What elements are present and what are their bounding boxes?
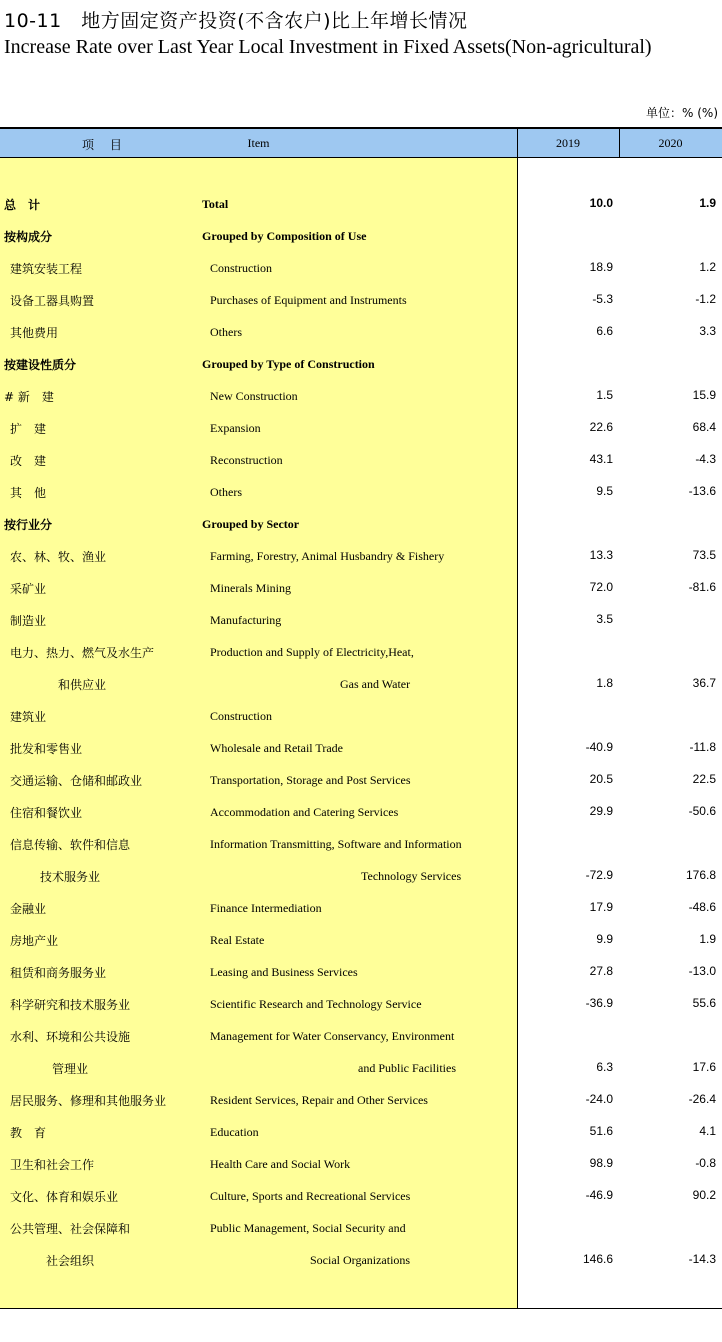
row-label-english: Grouped by Sector: [202, 517, 300, 531]
row-label-english: Manufacturing: [210, 613, 282, 627]
row-label-chinese: 交通运输、仓储和邮政业: [10, 774, 143, 788]
table-row: [0, 1022, 722, 1054]
table-row: [0, 382, 722, 414]
value-2020: -48.6: [688, 900, 716, 914]
row-label-english: Expansion: [210, 421, 261, 435]
value-2019: 22.6: [589, 420, 613, 434]
value-2020: 3.3: [699, 324, 716, 338]
row-label-chinese: 其 他: [10, 486, 47, 500]
table-row: [0, 990, 722, 1022]
value-2019: 18.9: [589, 260, 613, 274]
value-2020: -13.6: [688, 484, 716, 498]
row-label-english: Total: [202, 197, 229, 211]
value-2019: -40.9: [585, 740, 613, 754]
table-row: [0, 1118, 722, 1150]
row-label-chinese: 采矿业: [10, 582, 47, 596]
value-2020: -11.8: [689, 740, 716, 754]
table-row: [0, 1086, 722, 1118]
value-2019: 10.0: [589, 196, 613, 210]
table-row: [0, 190, 722, 222]
table-row: [0, 702, 722, 734]
row-label-chinese: 金融业: [10, 902, 47, 916]
value-2019: 51.6: [589, 1124, 613, 1138]
table-row: [0, 254, 722, 286]
row-label-english: Resident Services, Repair and Other Services: [210, 1093, 428, 1107]
row-label-chinese: 公共管理、社会保障和: [10, 1222, 131, 1236]
value-2019: 1.5: [596, 388, 613, 402]
value-2020: 4.1: [699, 1124, 716, 1138]
row-label-english: Management for Water Conservancy, Environment: [210, 1029, 455, 1043]
row-label-chinese: 建筑业: [10, 710, 47, 724]
row-label-chinese: 住宿和餐饮业: [10, 806, 83, 820]
row-label-chinese: 批发和零售业: [10, 742, 83, 756]
row-label-chinese: 改 建: [10, 454, 47, 468]
row-label-chinese: 其他费用: [10, 326, 59, 340]
row-label-english: and Public Facilities: [358, 1061, 456, 1075]
row-label-english: Minerals Mining: [210, 581, 291, 595]
value-2020: 55.6: [692, 996, 716, 1010]
row-label-chinese: 文化、体育和娱乐业: [10, 1190, 119, 1204]
table-row: [0, 670, 722, 702]
header-item-chinese: 项 目: [82, 138, 128, 152]
row-label-chinese: 水利、环境和公共设施: [10, 1030, 131, 1044]
table-row: [0, 222, 722, 254]
row-label-english: Others: [210, 485, 242, 499]
row-label-chinese: 居民服务、修理和其他服务业: [10, 1094, 167, 1108]
value-2019: 72.0: [589, 580, 613, 594]
row-label-chinese: 制造业: [10, 614, 47, 628]
value-2019: 6.6: [596, 324, 613, 338]
row-label-english: Finance Intermediation: [210, 901, 322, 915]
row-label-chinese: 总 计: [4, 198, 41, 212]
row-label-english: Wholesale and Retail Trade: [210, 741, 343, 755]
row-label-english: Accommodation and Catering Services: [210, 805, 399, 819]
row-label-english: Scientific Research and Technology Service: [210, 997, 422, 1011]
table-row: [0, 414, 722, 446]
value-2019: 6.3: [596, 1060, 613, 1074]
row-label-chinese: # 新 建: [4, 390, 54, 404]
row-label-chinese: 按构成分: [4, 230, 53, 244]
row-label-chinese: 按建设性质分: [4, 358, 77, 372]
value-2020: 15.9: [692, 388, 716, 402]
value-2019: 9.5: [596, 484, 613, 498]
header-year-2019: 2019: [556, 136, 580, 150]
table-row: [0, 606, 722, 638]
row-label-chinese: 信息传输、软件和信息: [10, 838, 131, 852]
table-header: [0, 129, 722, 158]
table-row: [0, 1054, 722, 1086]
value-2020: 36.7: [692, 676, 716, 690]
value-2019: 17.9: [589, 900, 613, 914]
column-divider-years: [619, 129, 620, 158]
row-label-english: Grouped by Type of Construction: [202, 357, 375, 371]
row-label-chinese: 租赁和商务服务业: [10, 966, 107, 980]
table-row: [0, 318, 722, 350]
row-label-chinese: 管理业: [52, 1062, 89, 1076]
value-2019: 9.9: [596, 932, 613, 946]
row-label-chinese: 技术服务业: [40, 870, 101, 884]
table-row: [0, 926, 722, 958]
value-2020: 1.9: [699, 196, 716, 210]
table-row: [0, 862, 722, 894]
value-2019: -72.9: [585, 868, 613, 882]
value-2020: 17.6: [692, 1060, 716, 1074]
table-row: [0, 894, 722, 926]
value-2020: -81.6: [688, 580, 716, 594]
table-row: [0, 478, 722, 510]
table-row: [0, 798, 722, 830]
row-label-english: Real Estate: [210, 933, 265, 947]
row-label-english: Reconstruction: [210, 453, 283, 467]
value-2020: 176.8: [685, 868, 716, 882]
value-2020: -0.8: [695, 1156, 716, 1170]
row-label-english: Production and Supply of Electricity,Heat,: [210, 645, 414, 659]
row-label-chinese: 农、林、牧、渔业: [10, 550, 107, 564]
row-label-chinese: 和供应业: [58, 678, 107, 692]
header-item-english: Item: [247, 136, 270, 150]
value-2019: -36.9: [585, 996, 613, 1010]
value-2020: 90.2: [692, 1188, 716, 1202]
table-row: [0, 958, 722, 990]
title-chinese: 10-11 地方固定资产投资(不含农户)比上年增长情况: [4, 10, 468, 32]
table-row: [0, 542, 722, 574]
value-2019: 13.3: [589, 548, 613, 562]
row-label-chinese: 科学研究和技术服务业: [10, 998, 131, 1012]
table-row: [0, 350, 722, 382]
table-row: [0, 574, 722, 606]
row-label-chinese: 教 育: [10, 1126, 47, 1140]
row-label-english: Public Management, Social Security and: [210, 1221, 406, 1235]
table-row: [0, 1246, 722, 1278]
row-label-english: Leasing and Business Services: [210, 965, 358, 979]
value-2020: -14.3: [688, 1252, 716, 1266]
table-row: [0, 830, 722, 862]
row-label-chinese: 建筑安装工程: [10, 262, 83, 276]
value-2020: -1.2: [695, 292, 716, 306]
row-label-english: New Construction: [210, 389, 298, 403]
value-2020: 73.5: [692, 548, 716, 562]
row-label-english: Purchases of Equipment and Instruments: [210, 293, 407, 307]
table-row: [0, 1150, 722, 1182]
row-label-english: Transportation, Storage and Post Services: [210, 773, 411, 787]
row-label-english: Health Care and Social Work: [210, 1157, 351, 1171]
value-2020: 68.4: [692, 420, 716, 434]
row-label-english: Grouped by Composition of Use: [202, 229, 367, 243]
value-2019: 1.8: [596, 676, 613, 690]
table-bottom-rule: [0, 1308, 722, 1309]
row-label-english: Information Transmitting, Software and Information: [210, 837, 462, 851]
value-2019: -24.0: [585, 1092, 613, 1106]
table-row: [0, 1182, 722, 1214]
value-2020: 1.9: [699, 932, 716, 946]
row-label-chinese: 设备工器具购置: [10, 294, 95, 308]
value-2019: 146.6: [582, 1252, 613, 1266]
value-2019: 29.9: [589, 804, 613, 818]
value-2019: 27.8: [589, 964, 613, 978]
value-2019: 3.5: [596, 612, 613, 626]
title-english: Increase Rate over Last Year Local Investment in Fixed Assets(Non-agricultural): [4, 36, 652, 58]
row-label-chinese: 社会组织: [46, 1254, 95, 1268]
table-row: [0, 446, 722, 478]
row-label-chinese: 电力、热力、燃气及水生产: [10, 646, 155, 660]
row-label-chinese: 按行业分: [4, 518, 53, 532]
table-row: [0, 766, 722, 798]
value-2020: -50.6: [688, 804, 716, 818]
table-row: [0, 1214, 722, 1246]
value-2020: 22.5: [692, 772, 716, 786]
header-year-2020: 2020: [658, 136, 683, 150]
table-row: [0, 286, 722, 318]
value-2020: 1.2: [699, 260, 716, 274]
table-row: [0, 734, 722, 766]
row-label-english: Technology Services: [361, 869, 462, 883]
table-row: [0, 510, 722, 542]
value-2020: -26.4: [688, 1092, 716, 1106]
row-label-english: Education: [210, 1125, 259, 1139]
row-label-english: Construction: [210, 709, 272, 723]
row-label-english: Construction: [210, 261, 272, 275]
value-2019: -46.9: [585, 1188, 613, 1202]
row-label-chinese: 房地产业: [10, 934, 59, 948]
unit-label: 单位：% (%): [646, 106, 718, 120]
row-label-english: Farming, Forestry, Animal Husbandry & Fishery: [210, 549, 445, 563]
value-2019: 98.9: [589, 1156, 613, 1170]
row-label-chinese: 扩 建: [10, 422, 47, 436]
value-2019: 43.1: [589, 452, 613, 466]
row-label-chinese: 卫生和社会工作: [10, 1158, 95, 1172]
value-2020: -13.0: [688, 964, 716, 978]
row-label-english: Social Organizations: [310, 1253, 411, 1267]
row-label-english: Culture, Sports and Recreational Services: [210, 1189, 411, 1203]
value-2019: -5.3: [592, 292, 613, 306]
value-2020: -4.3: [695, 452, 716, 466]
value-2019: 20.5: [589, 772, 613, 786]
row-label-english: Gas and Water: [340, 677, 411, 691]
table-row: [0, 638, 722, 670]
row-label-english: Others: [210, 325, 242, 339]
